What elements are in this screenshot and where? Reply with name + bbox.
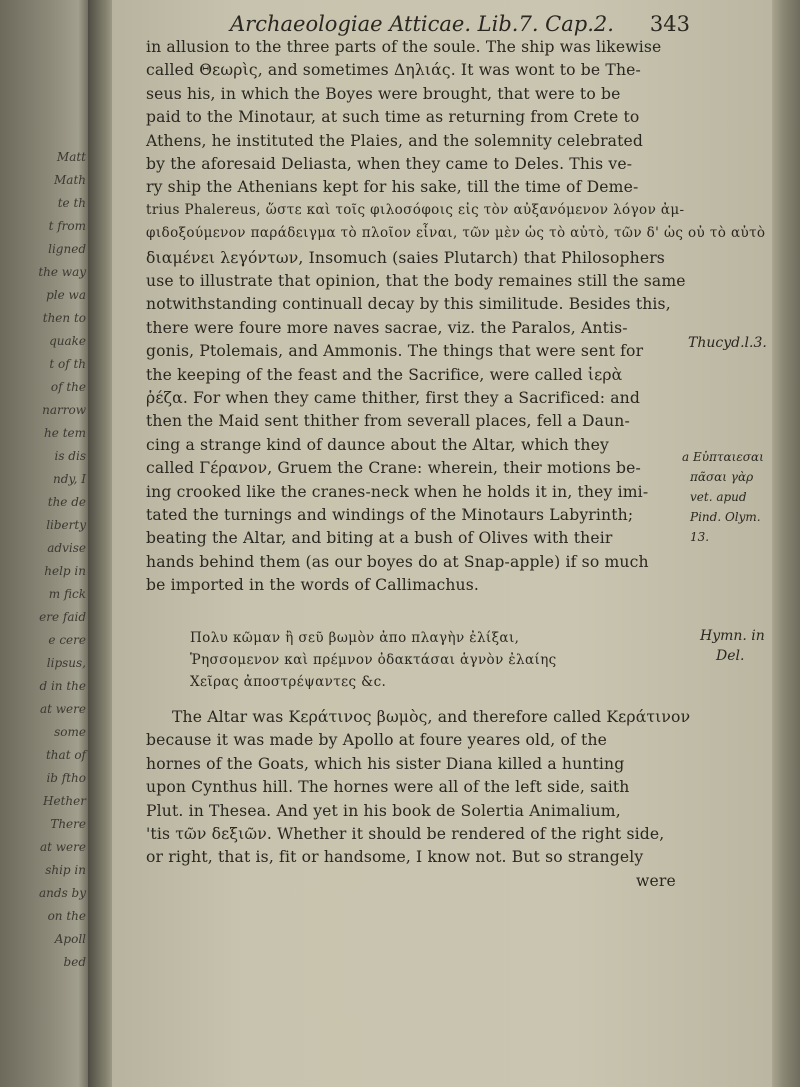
text-line: ry ship the Athenians kept for his sake, till the time of Deme- bbox=[146, 178, 639, 197]
text-line: beating the Altar, and biting at a bush of Olives with their bbox=[146, 529, 613, 548]
left-page-fragment: te th bbox=[57, 196, 86, 210]
margin-note-a: a Εὐπταιεσαι bbox=[682, 450, 764, 464]
running-header bbox=[230, 12, 690, 36]
margin-note-e: 13. bbox=[690, 530, 710, 544]
text-line: seus his, in which the Boyes were brought, that were to be bbox=[146, 84, 621, 103]
left-page-fragment: m fick bbox=[48, 587, 86, 601]
text-line: gonis, Ptolemais, and Ammonis. The things that were sent for bbox=[146, 342, 644, 361]
left-page-fragment: lipsus, bbox=[46, 656, 86, 670]
text-line: cing a strange kind of daunce about the Altar, which they bbox=[146, 435, 609, 454]
left-page-fragment: Matt bbox=[56, 150, 86, 164]
left-page-fragment: ple wa bbox=[46, 288, 86, 302]
left-page-fragment: bed bbox=[63, 955, 86, 969]
left-page-fragment: then to bbox=[42, 311, 86, 325]
text-line: The Altar was Κεράτινος βωμὸς, and therefore called Κεράτινον bbox=[172, 708, 691, 726]
left-page-fragment: that of bbox=[45, 748, 86, 762]
text-line: tated the turnings and windings of the Minotaurs Labyrinth; bbox=[146, 506, 634, 524]
text-line: hornes of the Goats, which his sister Diana killed a hunting bbox=[146, 754, 625, 773]
left-page-fragment: is dis bbox=[54, 449, 86, 463]
left-page-fragment: e cere bbox=[48, 633, 86, 647]
left-page-fragment: of the bbox=[50, 380, 86, 394]
left-page-fragment: t of th bbox=[49, 357, 86, 371]
text-line: 'tis τῶν δεξιῶν. Whether it should be rendered of the right side, bbox=[146, 825, 665, 843]
left-page-fragment: on the bbox=[47, 909, 86, 923]
margin-note-del: Del. bbox=[716, 648, 745, 664]
left-page-fragment: Hether bbox=[43, 794, 86, 808]
text-line: trius Phalereus, ὥστε καὶ τοῖς φιλοσόφοις εἰς τὸν αὐξανόμενον λόγον ἀμ- bbox=[146, 201, 685, 218]
text-line: ing crooked like the cranes-neck when he holds it in, they imi- bbox=[146, 482, 649, 501]
verse-line: Χεῖρας ἀποστρέψαντες &c. bbox=[190, 674, 387, 690]
header-title: Archaeologiae Atticae. Lib.7. Cap.2. bbox=[230, 12, 614, 36]
left-page-fragment: he tem bbox=[44, 426, 86, 440]
text-line: called Θεωρὶς, and sometimes Δηλιάς. It was wont to be The- bbox=[146, 61, 641, 80]
left-page-fragment: t from bbox=[48, 219, 86, 233]
text-line: Athens, he instituted the Plaies, and the solemnity celebrated bbox=[146, 131, 644, 150]
text-line: use to illustrate that opinion, that the body remaines still the same bbox=[146, 272, 686, 290]
verse-line: Πολυ κῶμαν ἢ σεῦ βωμὸν ἀπο πλαγὴν ἐλίξαι, bbox=[190, 630, 520, 646]
text-line: hands behind them (as our boyes do at Snap-apple) if so much bbox=[146, 552, 649, 571]
verse-line: Ῥησσομενον καὶ πρέμνον ὀδακτάσαι ἁγνὸν ἐλαίης bbox=[190, 652, 557, 668]
text-line: or right, that is, fit or handsome, I know not. But so strangely bbox=[146, 848, 644, 867]
right-page-edge bbox=[772, 0, 800, 1087]
margin-note-c: vet. apud bbox=[690, 490, 747, 504]
text-line: notwithstanding continuall decay by this similitude. Besides this, bbox=[146, 295, 671, 314]
left-page-edge bbox=[0, 0, 92, 1087]
text-line: then the Maid sent thither from severall places, fell a Daun- bbox=[146, 412, 630, 431]
left-page-fragment: There bbox=[50, 817, 86, 831]
left-page-fragment: advise bbox=[47, 541, 86, 555]
left-page-fragment: narrow bbox=[42, 403, 86, 417]
text-line: called Γέρανον, Gruem the Crane: wherein, their motions be- bbox=[146, 459, 641, 478]
left-page-fragment: at were bbox=[39, 840, 86, 854]
text-line: Plut. in Thesea. And yet in his book de Solertia Animalium, bbox=[146, 801, 621, 820]
left-page-fragment: ndy, I bbox=[53, 472, 86, 486]
left-page-fragment: ib ftho bbox=[46, 771, 86, 785]
left-page-fragment: the de bbox=[47, 495, 86, 509]
left-page-fragment: help in bbox=[44, 564, 86, 578]
left-page-fragment: ands by bbox=[39, 886, 86, 900]
text-line: paid to the Minotaur, at such time as returning from Crete to bbox=[146, 108, 640, 127]
left-page-fragment: ere faid bbox=[39, 610, 86, 624]
left-page-fragment: liberty bbox=[46, 518, 86, 532]
left-page-fragment: at were bbox=[39, 702, 86, 716]
text-line: there were foure more naves sacrae, viz. the Paralos, Antis- bbox=[146, 318, 628, 337]
text-line: διαμένει λεγόντων, Insomuch (saies Plutarch) that Philosophers bbox=[146, 248, 665, 267]
left-page-fragment: ligned bbox=[48, 242, 86, 256]
text-line: by the aforesaid Deliasta, when they came to Deles. This ve- bbox=[146, 155, 633, 173]
left-page-fragment: Math bbox=[54, 173, 86, 187]
text-line: because it was made by Apollo at foure yeares old, of the bbox=[146, 731, 608, 750]
text-line: ῥέζα. For when they came thither, first they a Sacrificed: and bbox=[146, 389, 641, 407]
text-line: the keeping of the feast and the Sacrifice, were called ἱερὰ bbox=[146, 365, 623, 384]
text-line: were bbox=[636, 871, 676, 890]
text-line: φιδοξούμενον παράδειγμα τὸ πλοῖον εἶναι, τῶν μὲν ὡς τὸ αὐτὸ, τῶν δ' ὡς οὐ τὸ αὐτὸ bbox=[146, 225, 766, 242]
left-page-fragment: d in the bbox=[39, 679, 86, 693]
text-line: be imported in the words of Callimachus. bbox=[146, 576, 479, 595]
left-page-fragment: the way bbox=[38, 265, 86, 279]
text-line: upon Cynthus hill. The hornes were all of the left side, saith bbox=[146, 778, 630, 797]
left-page-fragment: some bbox=[54, 725, 86, 739]
margin-note-d: Pind. Olym. bbox=[690, 510, 761, 524]
left-page-fragment: ship in bbox=[45, 863, 86, 877]
margin-note-thucydides: Thucyd.l.3. bbox=[688, 335, 767, 351]
margin-note-hymn: Hymn. in bbox=[700, 628, 765, 644]
page-number: 343 bbox=[649, 12, 690, 36]
text-line: in allusion to the three parts of the soule. The ship was likewise bbox=[146, 38, 662, 56]
left-page-fragment: quake bbox=[49, 334, 86, 348]
left-page-fragment: Apoll bbox=[54, 932, 86, 946]
margin-note-b: πᾶσαι γὰρ bbox=[690, 470, 754, 484]
